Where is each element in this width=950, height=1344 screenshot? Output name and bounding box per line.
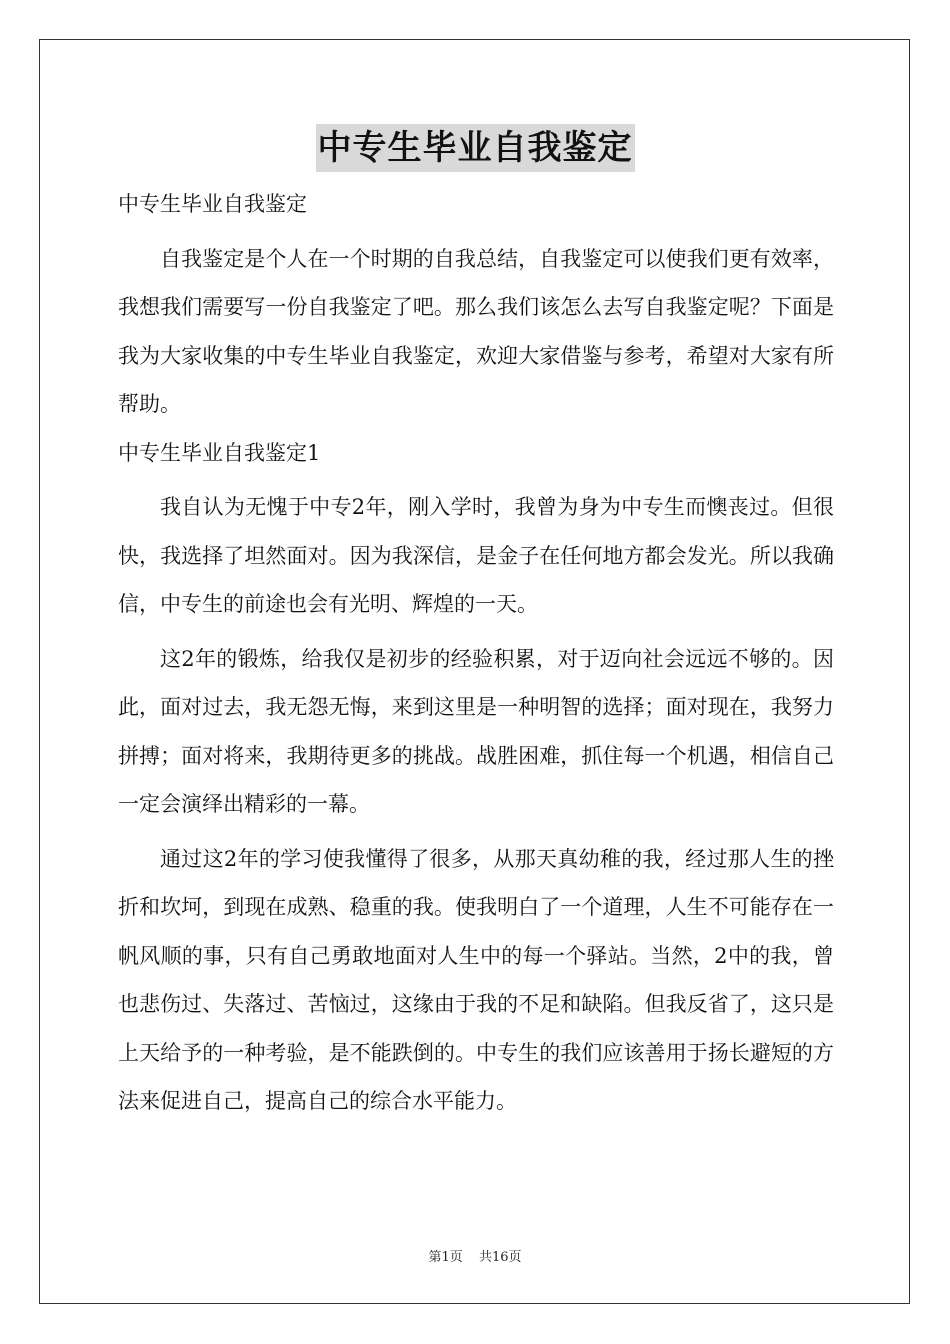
body-paragraph: 这2年的锻炼，给我仅是初步的经验积累，对于迈向社会远远不够的。因此，面对过去，我无怨无悔，来到这里是一种明智的选择；面对现在，我努力拼搏；面对将来，我期待更多的挑战。战胜困难，抓住每一个机遇，相信自己一定会演绎出精彩的一幕。 — [118, 646, 834, 816]
document-body — [118, 180, 834, 1126]
document-subtitle: 中专生毕业自我鉴定 — [118, 192, 307, 216]
intro-paragraph: 自我鉴定是个人在一个时期的自我总结，自我鉴定可以使我们更有效率，我想我们需要写一份自我鉴定了吧。那么我们该怎么去写自我鉴定呢？下面是我为大家收集的中专生毕业自我鉴定，欢迎大家借鉴与参考，希望对大家有所帮助。 — [118, 246, 834, 416]
page-total: 共16页 — [478, 1250, 522, 1265]
body-paragraph: 通过这2年的学习使我懂得了很多，从那天真幼稚的我，经过那人生的挫折和坎坷，到现在成熟、稳重的我。使我明白了一个道理，人生不可能存在一帆风顺的事，只有自己勇敢地面对人生中的每一个驿站。当然，2中的我，曾也悲伤过、失落过、苦恼过，这缘由于我的不足和缺陷。但我反省了，这只是上天给予的一种考验，是不能跌倒的。中专生的我们应该善用于扬长避短的方法来促进自己，提高自己的综合水平能力。 — [118, 846, 834, 1113]
page-footer — [0, 1246, 950, 1265]
page-number: 第1页 — [428, 1250, 463, 1265]
document-title: 中专生毕业自我鉴定 — [316, 124, 635, 172]
section-heading: 中专生毕业自我鉴定1 — [118, 440, 321, 465]
body-paragraph: 我自认为无愧于中专2年，刚入学时，我曾为身为中专生而懊丧过。但很快，我选择了坦然面对。因为我深信，是金子在任何地方都会发光。所以我确信，中专生的前途也会有光明、辉煌的一天。 — [118, 495, 834, 616]
title-area — [0, 124, 950, 172]
